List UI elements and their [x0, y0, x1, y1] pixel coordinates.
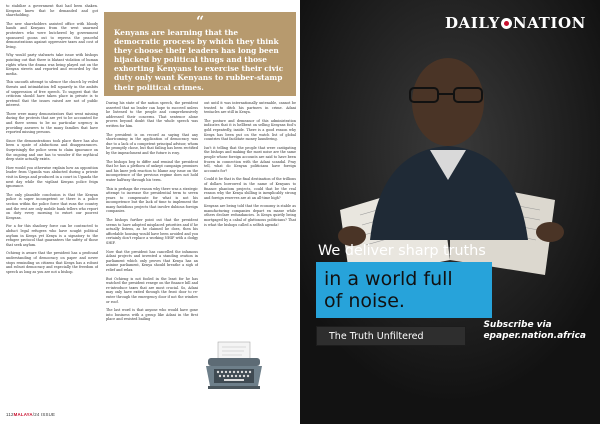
paragraph: During his state of the nation speech, the president asserted that no leader can hope to succeed unless he listened to the people and comprehensively addressed their concerns. That sentence alone proves beyond doubt that the whole speech was written for him. [106, 101, 198, 128]
paragraph: But Ochieng is not fooled in the least for he has watched the president renege on the finance bill and re-introduce taxes that are most crucial. So, Adani may only have exited through the front door to re-enter through the emergency door if not the window or roof. [106, 276, 198, 304]
paragraph: Ochieng is aware that the president has a profound understanding of democracy on paper and never stops reminding us citizens that Kenya has a robust and robust democracy and especially the freedom of speech as long as you are not a bishop. [6, 251, 98, 274]
reader-photo [300, 0, 600, 424]
highlight-line-1: in a world full [324, 268, 453, 290]
paragraph: The bishops beg to differ and remind the president that he has a plethora of unkept campaign promises and his knee jerk reaction to blame any issue on the incompetence of the previous regime does not hold water halfway through his term. [106, 159, 198, 182]
subscribe-label: Subscribe via [483, 320, 552, 330]
typewriter-illustration [204, 340, 264, 392]
logo-word-daily: DAILY [444, 14, 500, 32]
paragraph: out until it was internationally untenable, cannot be trusted to ditch his partners in crime. Adani tentacles are still in Kenya. [204, 101, 296, 115]
ad-tagline: We deliver sharp truths [318, 243, 486, 259]
paragraph: The posture and demeanor of this administration indicates that it is hellbent on selling Kenyans fool's gold repeatedly, inside. There is a good reason why Kenya has been put on the watch list of global countries that facilitate money laundering. [204, 118, 296, 142]
issue-label: /24 ISSUE [32, 412, 56, 417]
subscribe-url: epaper.nation.africa [483, 331, 586, 341]
logo-globe-icon [501, 18, 512, 29]
paragraph: This uncouth attempt to silence the church by veiled threats and intimidation fell squarely in the ambits of suppression of free speech. To suggest that the criticism should have taken place in private is to pretend that the issues raised are not of public interest. [6, 80, 98, 108]
daily-nation-logo [445, 14, 586, 32]
paragraph: to stabilize a government that had been shaken. Kenyans knew that he demanded and got shareholding. [6, 4, 98, 18]
paragraph: Since the demonstrations took place there has also been a spate of abductions and disappearances. Surprisingly the police seem to claim ignorance on the ongoing and one has to wonder if the mythical deep state actually exists. [6, 138, 98, 162]
paragraph: The new shareholders assisted office with bloody hands and Kenyans from the west unarmed protesters who were butchered by government sponsored goons out to repress the peaceful demonstrations against oppressive taxes and cost of living. [6, 21, 98, 49]
pull-quote-text: Kenyans are learning that the democratic process by which they think they choose their leaders has long been hijacked by political thugs and those exhorting Kenyans to exercise their civic duty only want Kenyans to rubber-stamp their political crimes. [114, 28, 284, 92]
paragraph: The only plausible conclusion is that the Kenyan police is super incompetent or there is a police section within the police force that runs the country and the rest are only mobile bank tellers who report on duty every morning to extort our poorest Kenyans. [6, 192, 98, 220]
paragraph: Could it be that is the final destination of the trillions of dollars borrowed in the name of Kenyans to finance phantom projects, could that be the real reason why the Kenya shilling is inexplicably strong and foreign reserves are at an all-time high? [204, 177, 296, 200]
paragraph: The last word is that anyone who would have gone into business with a group like Adani in the first place and resisted bailing [106, 308, 198, 322]
paragraph: Why would party stalwarts take issue with bishops pointing out that there is blatant violation of human rights when the drama was being played out on the Kenyan streets and reported and recorded by the media. [6, 53, 98, 76]
advert-page [300, 0, 600, 424]
quote-mark-icon: “ [195, 14, 205, 30]
paragraph: Kenyans are being told that the economy is stable as manufacturing companies depart en masse while others declare redundancies. Is Kenya quietly being mortgaged by a cabal of gluttonous politicians? That is what the bishops called a selfish agenda! [204, 204, 296, 227]
magazine-name: MALAYA [13, 412, 33, 417]
paragraph: Now that the president has cancelled the infamous Adani projects and invented a standing ovation in parliament which only proves that Kenya has an asinine parliament, Kenya should breathe a sigh of relief and relax. [106, 249, 198, 272]
paragraph: For a for this shadowy force can be contracted to abduct legal refugees who have sought political asylum in Kenya yet Kenya is a signatory to the refugee protocol that guarantees the safety of those that seek asylum. [6, 224, 98, 247]
paragraph: Isn't it telling that the people that were castigating the bishops and making the most noise are the same people whose foreign accounts are said to have been frozen in connection with the Adani scandal. Pray tell, what do Kenyan politicians have foreign accounts for? [204, 145, 296, 173]
highlight-line-2: of noise. [324, 290, 405, 312]
article-column-2 [106, 101, 198, 401]
ad-highlight-band [316, 262, 492, 318]
page-footer [6, 412, 55, 417]
logo-word-nation: NATION [512, 14, 586, 32]
paragraph: How would you otherwise explain how an opposition leader from Uganda was abducted during a private visit in Kenya and produced in a court in Uganda the next day while the vigilant Kenyan police feign ignorance. [6, 165, 98, 189]
article-column-1 [6, 4, 98, 404]
paragraph: The bishops further point out that the president seems to have adopted misplaced priorities and if he actually listens, as he claimed he does, then his affordable housing would have been avoided and you certainly don't replace a working NHIF with a dodgy SHIF. [106, 218, 198, 246]
paragraph: There were many demonstrators that went missing during the protests that are yet to be accounted for and there seems to be no particular urgency in providing answers to the many families that have reported missing persons. [6, 111, 98, 135]
paragraph: The president is on record as saying that any shortcoming in the application of democracy was due to a lack of a competent principal advisor, whom he promptly chose, but that failing has been rectified by the impeachment and the future is rosy. [106, 132, 198, 155]
subscribe-callout [483, 320, 586, 342]
pull-quote [104, 12, 296, 96]
paragraph: This is perhaps the reason why there was a strategic attempt to increase the presidential term to seven years to compensate for what is not his incompetence but the lack of time to implement the many fastidious projects that involve dubious foreign companies. [106, 186, 198, 214]
campaign-label: The Truth Unfiltered [316, 326, 466, 346]
page-number: 112 [6, 412, 14, 417]
